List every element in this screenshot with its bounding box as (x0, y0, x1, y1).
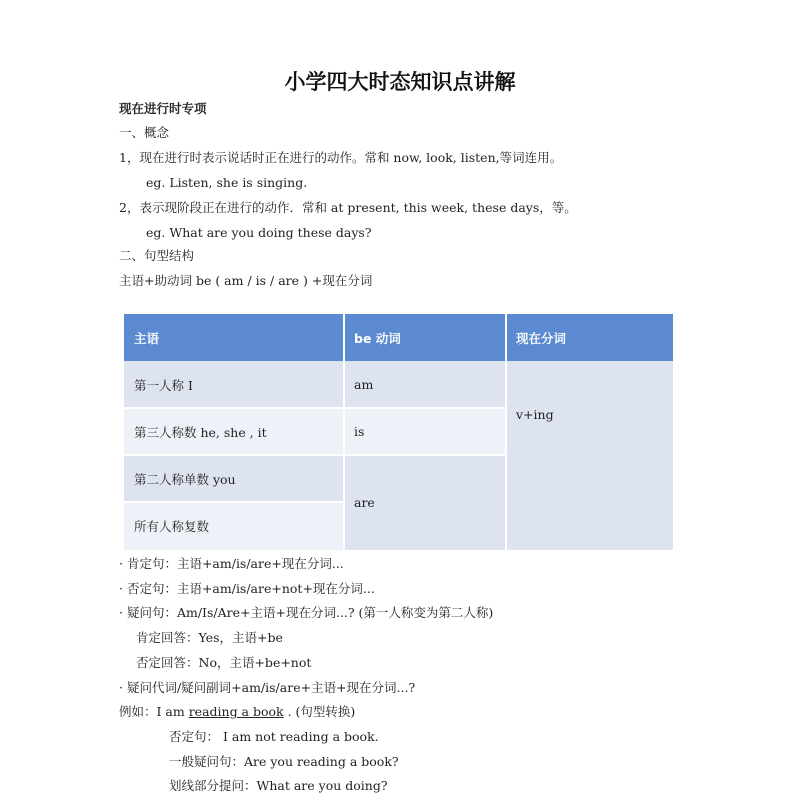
bullet-wh-question: · 疑问代词/疑问副词+am/is/are+主语+现在分词...? (119, 680, 416, 695)
subject-third-person: 第三人称数 he, she , it (124, 408, 344, 455)
example-sentence (119, 704, 355, 720)
tense-table (124, 314, 673, 550)
structure-heading: 二、句型结构 (119, 248, 195, 263)
structure-formula: 主语+助动词 be ( am / is / are ) +现在分词 (119, 273, 373, 288)
be-am: am (344, 361, 506, 408)
subject-second-person: 第二人称单数 you (124, 455, 344, 502)
page-title: 小学四大时态知识点讲解 (284, 70, 516, 94)
concept-item-2: 2，表示现阶段正在进行的动作．常和 at present, this week, these days，等。 (119, 200, 577, 215)
example-prefix: 例如：I am (119, 704, 189, 719)
bullet-question: · 疑问句：Am/Is/Are+主语+现在分词...? (第一人称变为第二人称) (119, 605, 494, 620)
bullet-positive: · 肯定句：主语+am/is/are+现在分词... (119, 556, 344, 571)
column-divider (343, 314, 345, 550)
subject-plural: 所有人称复数 (124, 502, 344, 550)
participle-cell: v+ing (506, 361, 673, 550)
header-subject: 主语 (134, 330, 160, 346)
example-underlined: reading a book (188, 704, 284, 719)
example-underline-question: 划线部分提问：What are you doing? (169, 778, 388, 793)
subject-first-person: 第一人称 I (124, 361, 344, 408)
concept-heading: 一、概念 (119, 125, 170, 140)
answer-positive: 肯定回答：Yes，主语+be (136, 630, 283, 645)
be-is: is (344, 408, 506, 455)
column-divider (505, 314, 507, 550)
header-be-verb: be 动词 (354, 330, 401, 346)
section-title: 现在进行时专项 (119, 101, 207, 116)
example-general-question: 一般疑问句：Are you reading a book? (169, 754, 399, 769)
row-divider (124, 454, 506, 456)
header-participle: 现在分词 (516, 330, 567, 346)
bullet-negative: · 否定句：主语+am/is/are+not+现在分词... (119, 581, 375, 596)
example-1: eg. Listen, she is singing. (146, 175, 308, 190)
example-suffix: . (句型转换) (283, 704, 356, 719)
be-are: are (344, 455, 506, 550)
row-divider (124, 407, 506, 409)
answer-negative: 否定回答：No，主语+be+not (136, 655, 312, 670)
example-2: eg. What are you doing these days? (146, 225, 372, 240)
row-divider (124, 501, 344, 503)
example-negative: 否定句： I am not reading a book. (169, 729, 379, 744)
concept-item-1: 1，现在进行时表示说话时正在进行的动作。常和 now, look, listen,等词连用。 (119, 150, 563, 165)
